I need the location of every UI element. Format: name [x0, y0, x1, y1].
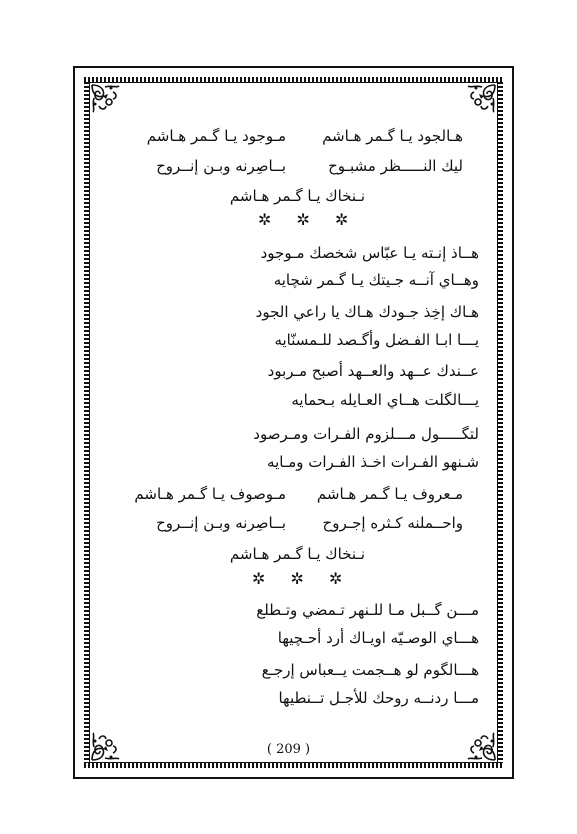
refrain-line: نـنخاك يـا گـمر هـاشم	[229, 187, 365, 205]
star-separator: ✲ ✲ ✲	[252, 569, 353, 588]
verse-line-1b: مـوصوف يـا گـمر هـاشم	[134, 485, 286, 503]
verse-line-2b: بــاصِرنه وبـن إنــروح	[156, 514, 286, 532]
page-number: ( 209 )	[266, 742, 311, 757]
verse-line-2b: بــاصِرنه وبـن إنــروح	[156, 157, 286, 175]
verse-line: يـــالگلت هــاي العـايله بـحمايه	[291, 391, 479, 409]
verse-line-1b: مـوجود يـا گـمر هـاشم	[146, 127, 286, 145]
verse-line-2a: ليك النـــــظر مشبـوح	[328, 157, 463, 175]
verse-line-1a: مـعروف يـا گـمر هـاشم	[316, 485, 463, 503]
verse-line: مـــا ردنــه روحك للأجـل تــنطيها	[278, 689, 479, 707]
verse-line: هـــالگوم لو هــجمت يــعباس إرجـع	[261, 661, 479, 679]
verse-line: عــندك عــهد والعــهد أصبح مـربود	[267, 362, 479, 380]
verse-line: هــاذ إنـته يـا عبّاس شخصك مـوجود	[260, 244, 479, 262]
refrain-line: نـنخاك يـا گـمر هـاشم	[229, 545, 365, 563]
verse-line: هـاك إخِذ جـودك هـاك يا راعي الجود	[255, 303, 479, 321]
verse-line: لتگـــــول مـــلزوم الفـرات ومـرصود	[253, 425, 479, 443]
verse-line: يـــا ابـا الفـضل وأگـصد للـمسنّايه	[274, 331, 479, 349]
floral-corner-ornament-icon	[89, 82, 123, 116]
verse-line: شـنهو الفـرات اخـذ الفـرات ومـايه	[267, 453, 479, 471]
verse-line-2a: واحــملنه كـثره إجـروح	[322, 514, 463, 532]
floral-corner-ornament-icon	[464, 82, 498, 116]
star-separator: ✲ ✲ ✲	[258, 210, 359, 229]
verse-line: وهــاي آنــه جـيتك يـا گـمر شچايه	[273, 271, 479, 289]
verse-line: مـــن گــبل مـا للـنهر تـمضي وتـطلع	[256, 601, 479, 619]
verse-line-1a: هـالجود يـا گـمر هـاشم	[322, 127, 463, 145]
verse-line: هـــاي الوصـيّه اويـاك أرد أحـچيها	[277, 629, 479, 647]
